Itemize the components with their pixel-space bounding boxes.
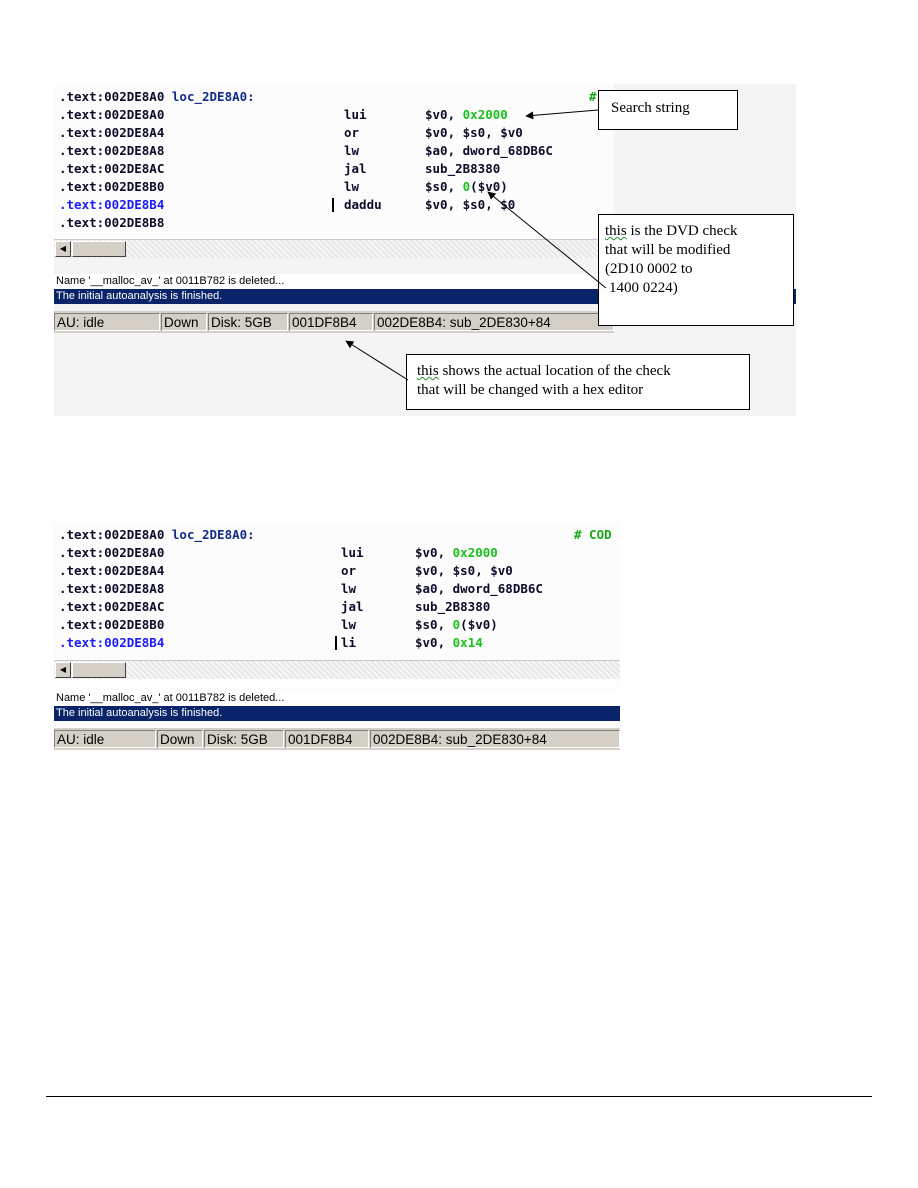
status-direction: Down <box>161 313 207 331</box>
mnemonic: lw <box>344 143 360 158</box>
operand-text: $v0, <box>415 545 453 560</box>
callout-text: Search string <box>611 100 690 116</box>
code-line[interactable] <box>59 544 498 562</box>
operand-text: $v0, $s0, $v0 <box>425 125 523 140</box>
address: .text:002DE8A4 <box>59 563 165 578</box>
text-cursor <box>335 636 337 650</box>
scroll-thumb[interactable] <box>72 662 126 678</box>
operand-text: $s0, <box>415 617 453 632</box>
operand-text: $a0, dword_68DB6C <box>415 581 543 596</box>
output-message: Name '__malloc_av_' at 0011B782 is deleted... <box>54 274 616 289</box>
code-comment: # COD <box>574 527 612 542</box>
footer-rule <box>46 1096 872 1097</box>
callout-text: 1400 0224) <box>609 280 678 296</box>
operand-number: 0x14 <box>452 635 483 650</box>
address: .text:002DE8A0 <box>59 107 165 122</box>
operand-text: ($v0) <box>470 179 508 194</box>
arrow-hex-location <box>346 341 408 380</box>
status-au: AU: idle <box>54 730 156 748</box>
mnemonic: daddu <box>344 197 382 212</box>
mnemonic: jal <box>341 599 364 614</box>
operand-text: $a0, dword_68DB6C <box>425 143 553 158</box>
disassembly-view <box>54 522 620 658</box>
operands <box>415 634 483 652</box>
output-message: Name '__malloc_av_' at 0011B782 is deleted... <box>54 691 620 706</box>
code-label[interactable]: loc_2DE8A0: <box>171 527 255 542</box>
status-location: 002DE8B4: sub_2DE830+84 <box>370 730 620 748</box>
operands <box>415 598 490 616</box>
operand-text: $v0, $s0, $v0 <box>415 563 513 578</box>
arrow-search-string <box>526 110 598 116</box>
address: .text:002DE8A0 <box>59 89 165 104</box>
address: .text:002DE8AC <box>59 599 165 614</box>
output-message-selected[interactable]: The initial autoanalysis is finished. <box>54 706 620 721</box>
callout-text: this <box>417 363 439 379</box>
address: .text:002DE8A8 <box>59 581 165 596</box>
operand-text: sub_2B8380 <box>425 161 501 176</box>
address: .text:002DE8A4 <box>59 125 165 140</box>
address: .text:002DE8B0 <box>59 179 165 194</box>
code-line[interactable] <box>59 616 498 634</box>
mnemonic: lw <box>344 179 360 194</box>
operand-text: sub_2B8380 <box>415 599 491 614</box>
mnemonic: or <box>341 563 357 578</box>
ida-screenshot-modified <box>54 522 620 752</box>
horizontal-scrollbar[interactable] <box>54 660 620 679</box>
address: .text:002DE8B4 <box>59 635 165 650</box>
address: .text:002DE8AC <box>59 161 165 176</box>
address: .text:002DE8A0 <box>59 527 165 542</box>
operand-text: $s0, <box>425 179 463 194</box>
operand-text: ($v0) <box>460 617 498 632</box>
callout-text: is the DVD check <box>626 223 738 239</box>
status-location: 002DE8B4: sub_2DE830+84 <box>374 313 614 331</box>
mnemonic: jal <box>344 161 367 176</box>
callout-text: shows the actual location of the check <box>438 363 671 379</box>
code-label[interactable]: loc_2DE8A0: <box>171 89 255 104</box>
operand-text: $v0, <box>415 635 453 650</box>
operand-text: $v0, $s0, $0 <box>425 197 516 212</box>
status-disk: Disk: 5GB <box>208 313 288 331</box>
output-message-selected[interactable]: The initial autoanalysis is finished. <box>54 289 796 304</box>
operands <box>415 616 498 634</box>
operand-number: 0x2000 <box>462 107 508 122</box>
code-line-current[interactable] <box>59 634 483 652</box>
mnemonic: lw <box>341 581 357 596</box>
status-disk: Disk: 5GB <box>204 730 284 748</box>
status-au: AU: idle <box>54 313 160 331</box>
operand-text: $v0, <box>425 107 463 122</box>
mnemonic: li <box>341 635 357 650</box>
operand-number: 0 <box>462 179 471 194</box>
code-line[interactable] <box>59 580 543 598</box>
operand-number: 0 <box>452 617 461 632</box>
callout-text: that will be modified <box>605 242 731 258</box>
code-line[interactable] <box>59 598 491 616</box>
code-line[interactable] <box>59 562 513 580</box>
status-file-offset: 001DF8B4 <box>289 313 373 331</box>
operands <box>415 544 498 562</box>
callout-text: that will be changed with a hex editor <box>417 382 644 398</box>
address: .text:002DE8B0 <box>59 617 165 632</box>
address: .text:002DE8A0 <box>59 545 165 560</box>
operands <box>415 562 513 580</box>
mnemonic: lui <box>341 545 364 560</box>
status-bar <box>54 728 620 750</box>
mnemonic: lw <box>341 617 357 632</box>
code-comment: # <box>589 89 597 104</box>
callout-text: (2D10 0002 to <box>605 261 693 277</box>
address: .text:002DE8B8 <box>59 215 165 230</box>
callout-text: this <box>605 223 627 239</box>
scroll-left-icon[interactable]: ◀ <box>55 241 71 257</box>
address: .text:002DE8B4 <box>59 197 165 212</box>
mnemonic: or <box>344 125 360 140</box>
code-line[interactable] <box>59 526 619 544</box>
address: .text:002DE8A8 <box>59 143 165 158</box>
operands <box>415 580 543 598</box>
arrow-dvd-check <box>488 192 606 288</box>
operand-number: 0x2000 <box>452 545 498 560</box>
status-file-offset: 001DF8B4 <box>285 730 369 748</box>
scroll-left-icon[interactable]: ◀ <box>55 662 71 678</box>
mnemonic: lui <box>344 107 367 122</box>
status-direction: Down <box>157 730 203 748</box>
